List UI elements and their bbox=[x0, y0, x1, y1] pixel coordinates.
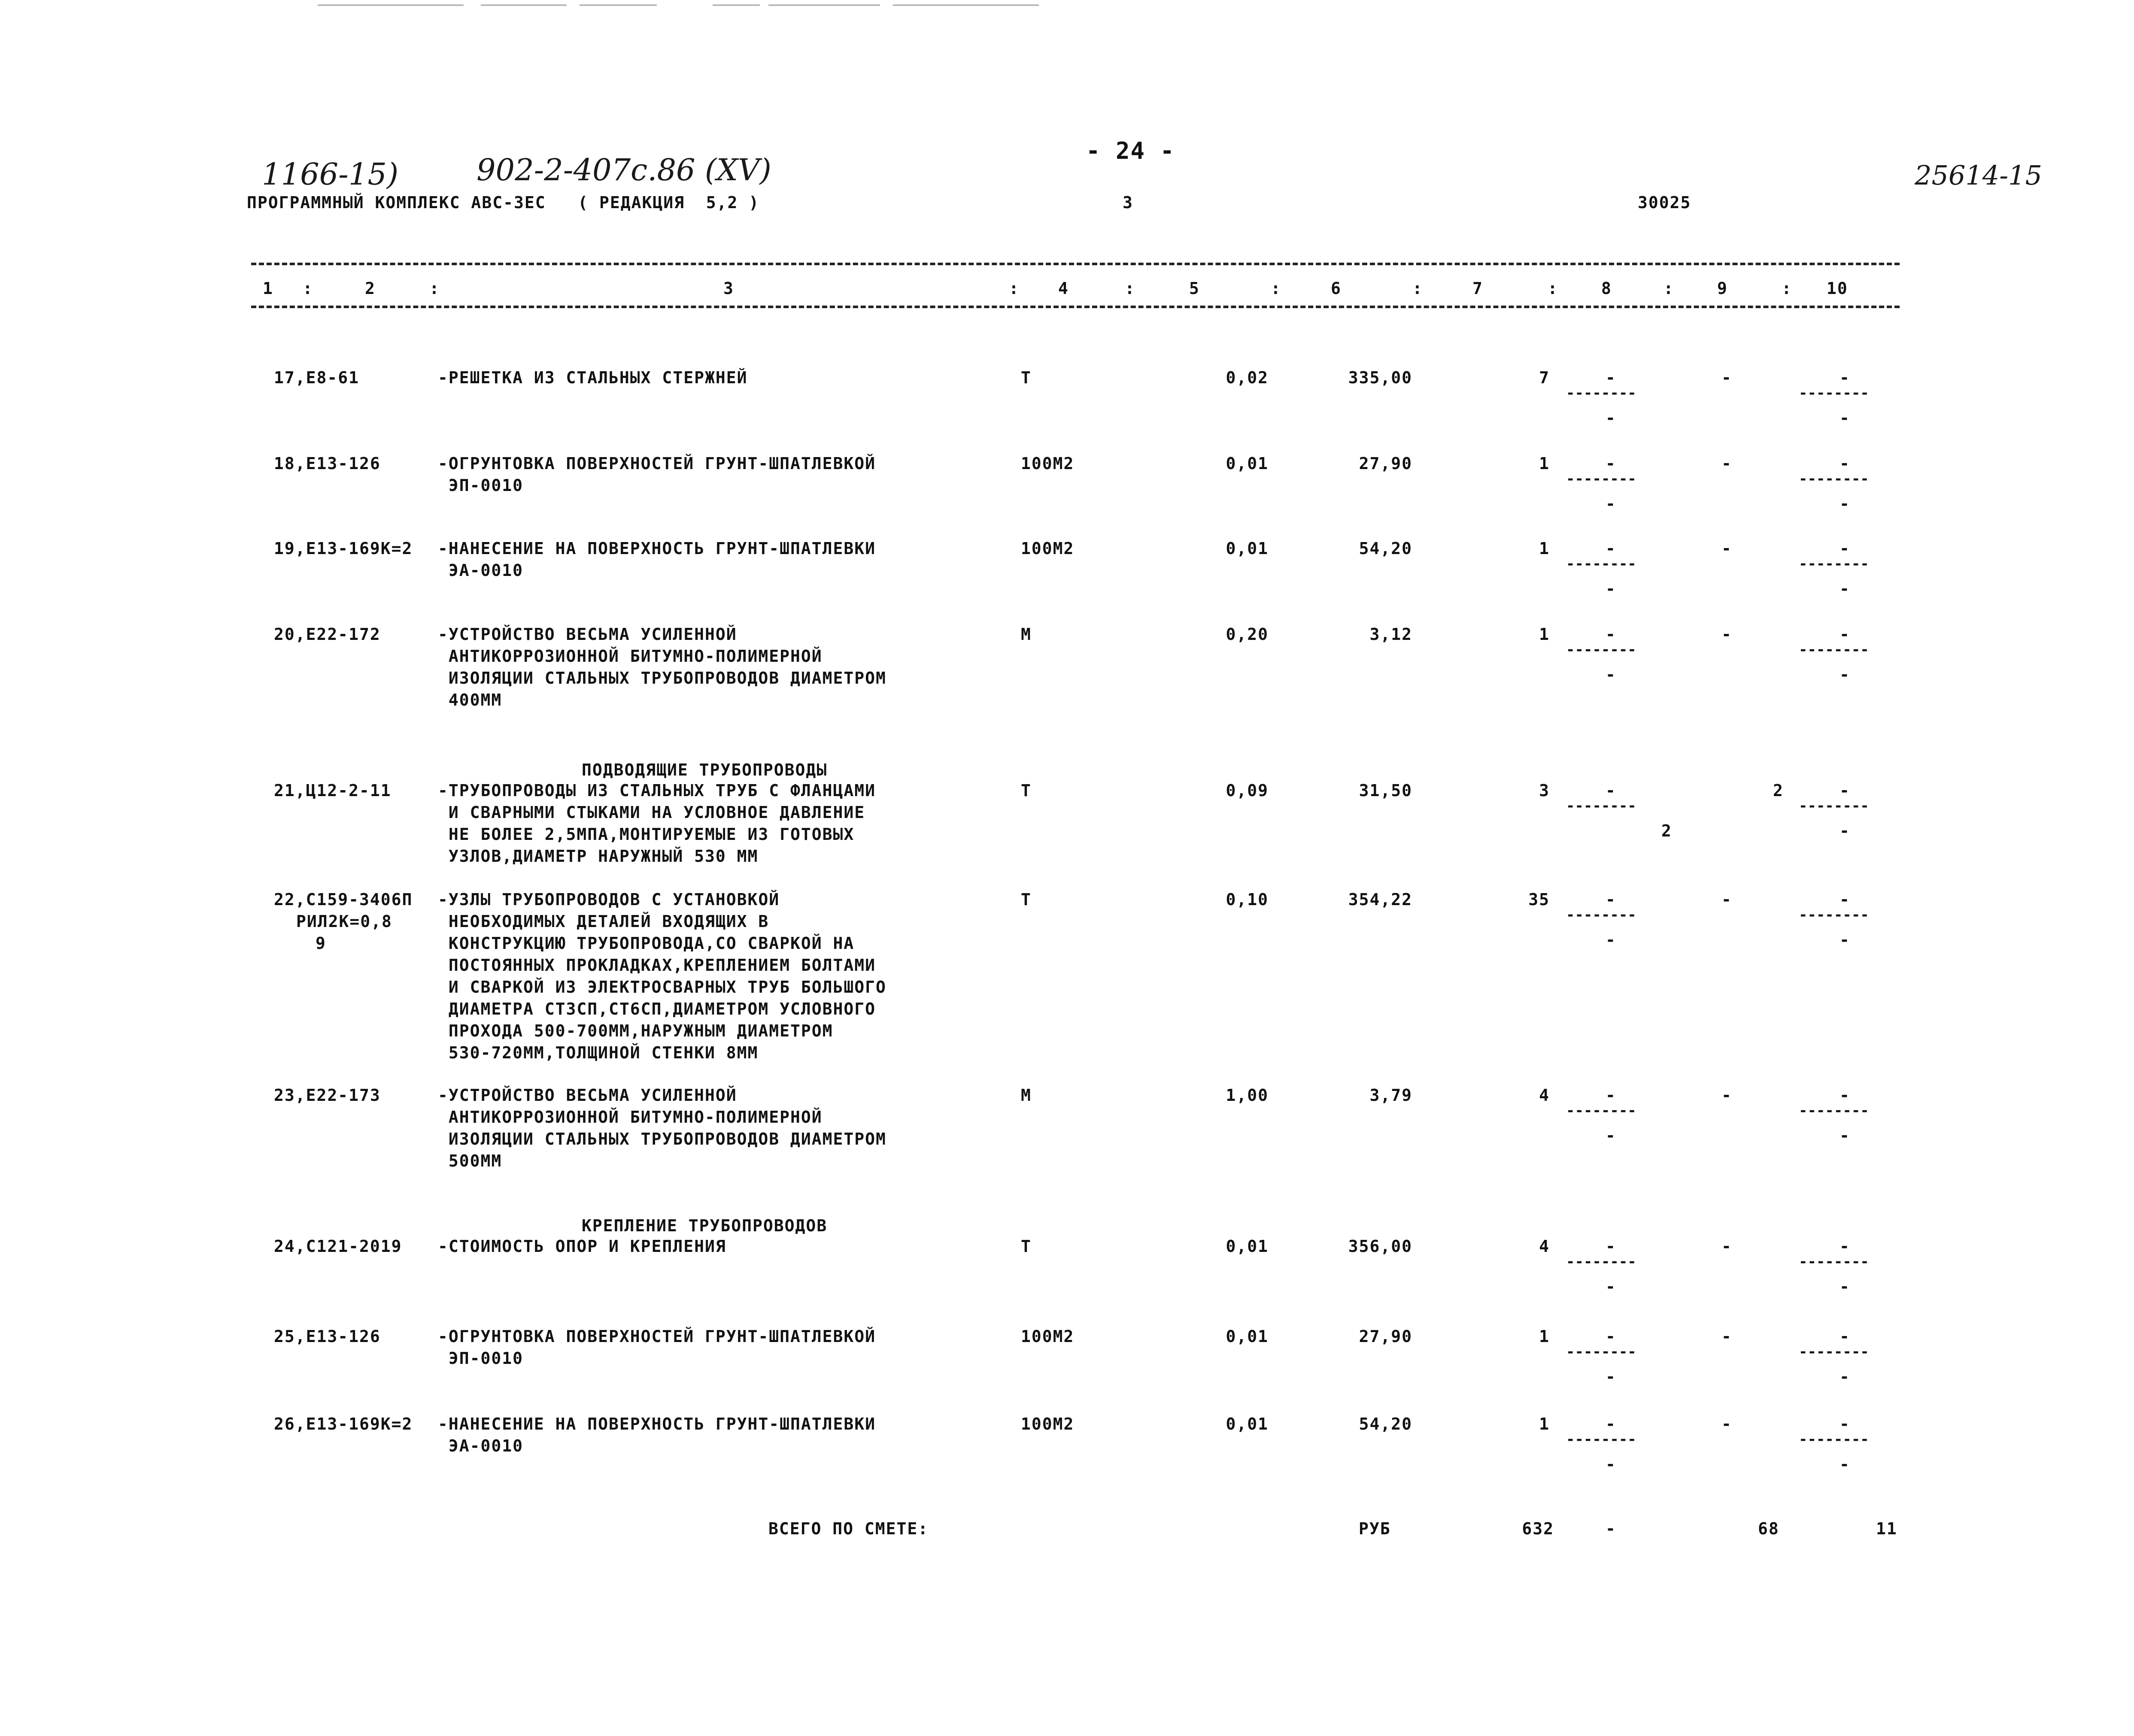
row-col8-denominator: - bbox=[1606, 1277, 1616, 1296]
handwritten-document-number: 902-2-407с.86 (XV) bbox=[477, 152, 771, 188]
row-col8-fraction-bar: -------- bbox=[1566, 470, 1636, 488]
row-col10-numerator: - bbox=[1840, 1415, 1850, 1433]
row-quantity: 0,01 bbox=[1226, 1415, 1269, 1433]
row-col9: 2 bbox=[1773, 781, 1784, 800]
scan-line bbox=[481, 4, 567, 6]
row-description-line: 500ММ bbox=[438, 1151, 502, 1170]
column-header-9: 9 bbox=[1717, 279, 1728, 298]
row-col8-fraction-bar: -------- bbox=[1566, 385, 1636, 402]
row-description-line: УЗЛОВ,ДИАМЕТР НАРУЖНЫЙ 530 ММ bbox=[438, 847, 759, 866]
row-col8-denominator: - bbox=[1606, 665, 1616, 684]
row-total: 4 bbox=[1539, 1237, 1550, 1256]
row-quantity: 0,01 bbox=[1226, 539, 1269, 558]
row-unit-price: 27,90 bbox=[1359, 454, 1412, 473]
row-description-line: 530-720ММ,ТОЛЩИНОЙ СТЕНКИ 8ММ bbox=[438, 1043, 759, 1062]
row-col10-denominator: - bbox=[1840, 494, 1850, 513]
row-code: 25,Е13-126 bbox=[274, 1327, 381, 1346]
row-total: 1 bbox=[1539, 625, 1550, 644]
row-unit-price: 27,90 bbox=[1359, 1327, 1412, 1346]
column-header-3: 3 bbox=[723, 279, 734, 298]
row-col10-numerator: - bbox=[1840, 368, 1850, 387]
row-unit-price: 3,79 bbox=[1369, 1086, 1412, 1105]
total-unit: РУБ bbox=[1359, 1519, 1391, 1538]
row-unit: Т bbox=[1021, 368, 1032, 387]
sheet-number: 3 bbox=[1123, 193, 1133, 212]
row-col8-numerator: - bbox=[1606, 1086, 1616, 1105]
row-description-line: -СТОИМОСТЬ ОПОР И КРЕПЛЕНИЯ bbox=[438, 1237, 726, 1256]
row-unit: 100М2 bbox=[1021, 1327, 1075, 1346]
row-col10-numerator: - bbox=[1840, 781, 1850, 800]
row-col8-numerator: - bbox=[1606, 539, 1616, 558]
row-description-line: -УЗЛЫ ТРУБОПРОВОДОВ С УСТАНОВКОЙ bbox=[438, 890, 780, 909]
row-col10-numerator: - bbox=[1840, 890, 1850, 909]
row-description-line: ЭП-0010 bbox=[438, 1349, 524, 1368]
section-heading: КРЕПЛЕНИЕ ТРУБОПРОВОДОВ bbox=[582, 1216, 828, 1235]
row-description-line: ПРОХОДА 500-700ММ,НАРУЖНЫМ ДИАМЕТРОМ bbox=[438, 1021, 833, 1040]
row-code: 17,Е8-61 bbox=[274, 368, 360, 387]
row-description-line: 400ММ bbox=[438, 691, 502, 709]
row-description-line: И СВАРКОЙ ИЗ ЭЛЕКТРОСВАРНЫХ ТРУБ БОЛЬШОГО bbox=[438, 978, 886, 997]
row-col8-denominator: - bbox=[1606, 494, 1616, 513]
table-rule-header bbox=[251, 306, 1900, 308]
row-description-line: АНТИКОРРОЗИОННОЙ БИТУМНО-ПОЛИМЕРНОЙ bbox=[438, 647, 823, 666]
scan-line bbox=[768, 4, 880, 6]
row-description-line: -УСТРОЙСТВО ВЕСЬМА УСИЛЕННОЙ bbox=[438, 625, 737, 644]
row-col8-denominator: 2 bbox=[1661, 821, 1672, 840]
row-col8-numerator: - bbox=[1606, 454, 1616, 473]
total-amount: 632 bbox=[1522, 1519, 1554, 1538]
row-col8-fraction-bar: -------- bbox=[1566, 1102, 1636, 1119]
row-col10-denominator: - bbox=[1840, 579, 1850, 598]
row-unit-price: 335,00 bbox=[1348, 368, 1412, 387]
program-line: ПРОГРАММНЫЙ КОМПЛЕКС АВС-3ЕС ( РЕДАКЦИЯ 5,2 ) bbox=[247, 193, 760, 212]
row-description-line: И СВАРНЫМИ СТЫКАМИ НА УСЛОВНОЕ ДАВЛЕНИЕ bbox=[438, 803, 865, 822]
column-header-4: 4 bbox=[1058, 279, 1069, 298]
column-header-10: 10 bbox=[1827, 279, 1848, 298]
row-total: 35 bbox=[1528, 890, 1550, 909]
row-col8-numerator: - bbox=[1606, 1415, 1616, 1433]
row-description-line: -ОГРУНТОВКА ПОВЕРХНОСТЕЙ ГРУНТ-ШПАТЛЕВКОЙ bbox=[438, 454, 876, 473]
row-code: 20,Е22-172 bbox=[274, 625, 381, 644]
row-col10-fraction-bar: -------- bbox=[1799, 641, 1869, 658]
row-col10-fraction-bar: -------- bbox=[1799, 385, 1869, 402]
row-col8-denominator: - bbox=[1606, 409, 1616, 427]
row-code: 19,Е13-169К=2 bbox=[274, 539, 413, 558]
row-col8-fraction-bar: -------- bbox=[1566, 797, 1636, 815]
row-unit: 100М2 bbox=[1021, 454, 1075, 473]
row-code: 23,Е22-173 bbox=[274, 1086, 381, 1105]
table-rule-top bbox=[251, 263, 1900, 265]
row-col10-fraction-bar: -------- bbox=[1799, 470, 1869, 488]
row-col9: - bbox=[1721, 368, 1732, 387]
row-col10-denominator: - bbox=[1840, 821, 1850, 840]
row-col9: - bbox=[1721, 625, 1732, 644]
row-unit-price: 54,20 bbox=[1359, 1415, 1412, 1433]
row-col8-fraction-bar: -------- bbox=[1566, 641, 1636, 658]
row-col10-fraction-bar: -------- bbox=[1799, 555, 1869, 573]
row-description-line: АНТИКОРРОЗИОННОЙ БИТУМНО-ПОЛИМЕРНОЙ bbox=[438, 1108, 823, 1127]
row-col10-numerator: - bbox=[1840, 625, 1850, 644]
row-total: 1 bbox=[1539, 1415, 1550, 1433]
row-description-line: -НАНЕСЕНИЕ НА ПОВЕРХНОСТЬ ГРУНТ-ШПАТЛЕВКИ bbox=[438, 1415, 876, 1433]
row-col8-denominator: - bbox=[1606, 930, 1616, 949]
row-unit: Т bbox=[1021, 781, 1032, 800]
row-col10-numerator: - bbox=[1840, 1327, 1850, 1346]
row-quantity: 0,20 bbox=[1226, 625, 1269, 644]
row-col8-numerator: - bbox=[1606, 1237, 1616, 1256]
row-col10-numerator: - bbox=[1840, 1086, 1850, 1105]
row-col8-fraction-bar: -------- bbox=[1566, 906, 1636, 924]
row-col10-denominator: - bbox=[1840, 1126, 1850, 1145]
row-col10-denominator: - bbox=[1840, 409, 1850, 427]
row-unit: 100М2 bbox=[1021, 1415, 1075, 1433]
row-col10-denominator: - bbox=[1840, 1367, 1850, 1386]
row-description-line: ДИАМЕТРА СТ3СП,СТ6СП,ДИАМЕТРОМ УСЛОВНОГО bbox=[438, 1000, 876, 1018]
row-quantity: 0,09 bbox=[1226, 781, 1269, 800]
row-total: 1 bbox=[1539, 1327, 1550, 1346]
total-column-10: 11 bbox=[1876, 1519, 1897, 1538]
scan-line bbox=[580, 4, 657, 6]
row-quantity: 0,10 bbox=[1226, 890, 1269, 909]
row-unit-price: 356,00 bbox=[1348, 1237, 1412, 1256]
row-col8-numerator: - bbox=[1606, 625, 1616, 644]
row-code: 18,Е13-126 bbox=[274, 454, 381, 473]
handwritten-note-left: 1166-15) bbox=[262, 157, 399, 192]
row-unit-price: 54,20 bbox=[1359, 539, 1412, 558]
row-total: 4 bbox=[1539, 1086, 1550, 1105]
row-unit: Т bbox=[1021, 890, 1032, 909]
row-col10-denominator: - bbox=[1840, 1277, 1850, 1296]
row-unit-price: 3,12 bbox=[1369, 625, 1412, 644]
row-description-line: -ОГРУНТОВКА ПОВЕРХНОСТЕЙ ГРУНТ-ШПАТЛЕВКОЙ bbox=[438, 1327, 876, 1346]
row-description-line: КОНСТРУКЦИЮ ТРУБОПРОВОДА,СО СВАРКОЙ НА bbox=[438, 934, 855, 953]
row-description-line: ИЗОЛЯЦИИ СТАЛЬНЫХ ТРУБОПРОВОДОВ ДИАМЕТРОМ bbox=[438, 669, 886, 688]
row-description-line: ИЗОЛЯЦИИ СТАЛЬНЫХ ТРУБОПРОВОДОВ ДИАМЕТРОМ bbox=[438, 1130, 886, 1148]
row-unit-price: 31,50 bbox=[1359, 781, 1412, 800]
row-description-line: ЭП-0010 bbox=[438, 476, 524, 495]
row-col10-denominator: - bbox=[1840, 1455, 1850, 1474]
row-total: 7 bbox=[1539, 368, 1550, 387]
row-description-line: ПОСТОЯННЫХ ПРОКЛАДКАХ,КРЕПЛЕНИЕМ БОЛТАМИ bbox=[438, 956, 876, 975]
row-col10-fraction-bar: -------- bbox=[1799, 1253, 1869, 1270]
row-code: 26,Е13-169К=2 bbox=[274, 1415, 413, 1433]
row-col9: - bbox=[1721, 454, 1732, 473]
row-code-coefficient-cont: 9 bbox=[316, 934, 326, 953]
document-code: 30025 bbox=[1638, 193, 1691, 212]
row-total: 3 bbox=[1539, 781, 1550, 800]
row-col8-fraction-bar: -------- bbox=[1566, 1431, 1636, 1448]
row-col8-fraction-bar: -------- bbox=[1566, 555, 1636, 573]
row-col9: - bbox=[1721, 1327, 1732, 1346]
row-code: 24,С121-2019 bbox=[274, 1237, 402, 1256]
row-code-coefficient: РИЛ2К=0,8 bbox=[296, 912, 392, 931]
row-col10-denominator: - bbox=[1840, 665, 1850, 684]
row-quantity: 1,00 bbox=[1226, 1086, 1269, 1105]
row-quantity: 0,02 bbox=[1226, 368, 1269, 387]
row-total: 1 bbox=[1539, 539, 1550, 558]
row-col9: - bbox=[1721, 1415, 1732, 1433]
row-description-line: ЭА-0010 bbox=[438, 561, 524, 580]
scan-line bbox=[713, 4, 760, 6]
row-description-line: -НАНЕСЕНИЕ НА ПОВЕРХНОСТЬ ГРУНТ-ШПАТЛЕВКИ bbox=[438, 539, 876, 558]
row-quantity: 0,01 bbox=[1226, 1237, 1269, 1256]
row-description-line: -ТРУБОПРОВОДЫ ИЗ СТАЛЬНЫХ ТРУБ С ФЛАНЦАМИ bbox=[438, 781, 876, 800]
row-col8-numerator: - bbox=[1606, 368, 1616, 387]
row-col10-fraction-bar: -------- bbox=[1799, 1102, 1869, 1119]
row-col8-fraction-bar: -------- bbox=[1566, 1343, 1636, 1360]
row-col8-denominator: - bbox=[1606, 1455, 1616, 1474]
row-code: 21,Ц12-2-11 bbox=[274, 781, 392, 800]
row-col10-fraction-bar: -------- bbox=[1799, 797, 1869, 815]
row-description-line: НЕОБХОДИМЫХ ДЕТАЛЕЙ ВХОДЯЩИХ В bbox=[438, 912, 769, 931]
row-unit: М bbox=[1021, 625, 1032, 644]
row-unit: М bbox=[1021, 1086, 1032, 1105]
row-col9: - bbox=[1721, 1086, 1732, 1105]
scan-line bbox=[318, 4, 464, 6]
row-code: 22,С159-3406П bbox=[274, 890, 413, 909]
row-col8-fraction-bar: -------- bbox=[1566, 1253, 1636, 1270]
row-col9: - bbox=[1721, 1237, 1732, 1256]
column-header-1: 1 bbox=[263, 279, 273, 298]
row-col10-fraction-bar: -------- bbox=[1799, 1343, 1869, 1360]
page-number: - 24 - bbox=[1086, 137, 1175, 164]
scan-line bbox=[893, 4, 1039, 6]
total-column-9: 68 bbox=[1758, 1519, 1779, 1538]
row-col8-numerator: - bbox=[1606, 890, 1616, 909]
row-col9: - bbox=[1721, 890, 1732, 909]
row-description-line: -УСТРОЙСТВО ВЕСЬМА УСИЛЕННОЙ bbox=[438, 1086, 737, 1105]
row-unit: 100М2 bbox=[1021, 539, 1075, 558]
total-label: ВСЕГО ПО СМЕТЕ: bbox=[768, 1519, 929, 1538]
row-col8-denominator: - bbox=[1606, 1367, 1616, 1386]
row-col10-numerator: - bbox=[1840, 539, 1850, 558]
section-heading: ПОДВОДЯЩИЕ ТРУБОПРОВОДЫ bbox=[582, 760, 828, 779]
row-description-line: НЕ БОЛЕЕ 2,5МПА,МОНТИРУЕМЫЕ ИЗ ГОТОВЫХ bbox=[438, 825, 855, 844]
total-column-8: - bbox=[1606, 1519, 1616, 1538]
row-total: 1 bbox=[1539, 454, 1550, 473]
row-unit: Т bbox=[1021, 1237, 1032, 1256]
row-quantity: 0,01 bbox=[1226, 1327, 1269, 1346]
column-header-8: 8 bbox=[1601, 279, 1612, 298]
row-quantity: 0,01 bbox=[1226, 454, 1269, 473]
row-col8-numerator: - bbox=[1606, 781, 1616, 800]
row-col10-numerator: - bbox=[1840, 1237, 1850, 1256]
row-col8-denominator: - bbox=[1606, 1126, 1616, 1145]
handwritten-note-right: 25614-15 bbox=[1915, 160, 2043, 191]
row-col10-denominator: - bbox=[1840, 930, 1850, 949]
row-col10-fraction-bar: -------- bbox=[1799, 906, 1869, 924]
column-header-7: 7 bbox=[1472, 279, 1483, 298]
column-header-6: 6 bbox=[1331, 279, 1342, 298]
row-col10-fraction-bar: -------- bbox=[1799, 1431, 1869, 1448]
column-header-5: 5 bbox=[1189, 279, 1200, 298]
row-description-line: ЭА-0010 bbox=[438, 1436, 524, 1455]
row-col8-numerator: - bbox=[1606, 1327, 1616, 1346]
row-description-line: -РЕШЕТКА ИЗ СТАЛЬНЫХ СТЕРЖНЕЙ bbox=[438, 368, 748, 387]
column-header-2: 2 bbox=[365, 279, 376, 298]
row-unit-price: 354,22 bbox=[1348, 890, 1412, 909]
row-col10-numerator: - bbox=[1840, 454, 1850, 473]
row-col8-denominator: - bbox=[1606, 579, 1616, 598]
row-col9: - bbox=[1721, 539, 1732, 558]
